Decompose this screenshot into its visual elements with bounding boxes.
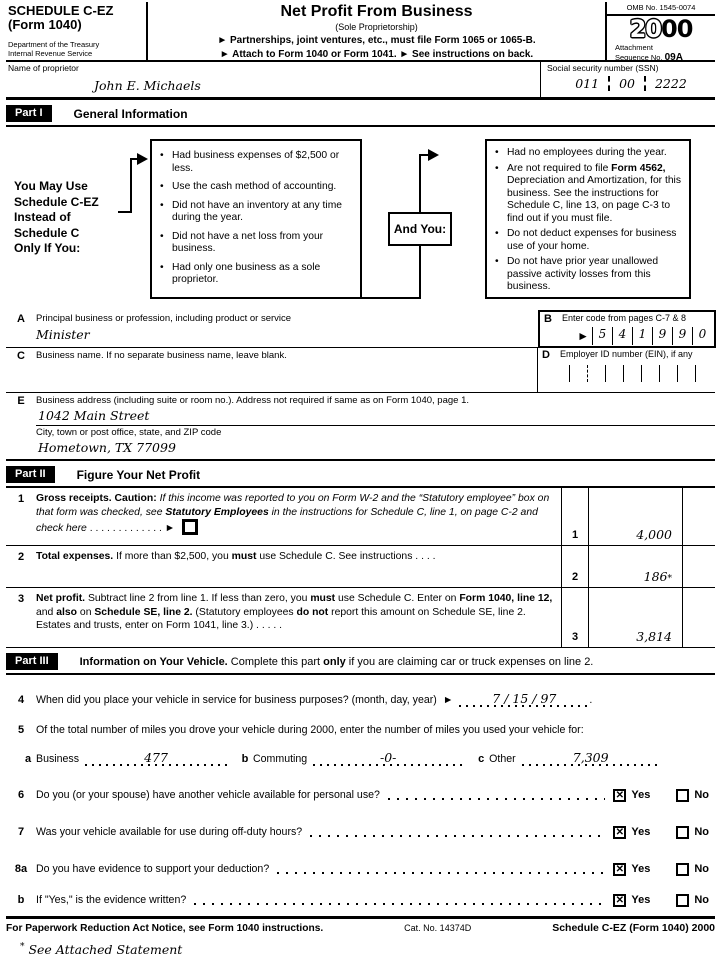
ein-field[interactable] bbox=[540, 365, 713, 382]
right-conditions-box bbox=[485, 139, 691, 299]
line-5c-letter: c bbox=[478, 753, 485, 765]
attached-statement-footnote: * See Attached Statement bbox=[20, 942, 183, 958]
row-e bbox=[6, 393, 715, 425]
right-arrow-icon: ► bbox=[577, 329, 589, 343]
bullet-icon: • bbox=[160, 261, 164, 273]
bullet-icon: • bbox=[495, 228, 499, 240]
ein-digit[interactable] bbox=[677, 365, 695, 382]
part3-title: Information on Your Vehicle. Complete this part only if you are claiming car or truck expenses on line 2. bbox=[79, 655, 594, 668]
line-1-cents-column bbox=[682, 488, 715, 545]
form-id-block bbox=[6, 2, 148, 60]
form-header bbox=[6, 2, 715, 62]
dot-leader bbox=[388, 788, 605, 800]
line-5b-label: Commuting bbox=[253, 753, 308, 765]
bullet-icon: • bbox=[160, 150, 164, 161]
row-c-letter: C bbox=[17, 350, 25, 362]
line-1-row bbox=[6, 488, 715, 546]
proprietor-name-value[interactable]: John E. Michaels bbox=[94, 78, 201, 93]
business-code-field[interactable] bbox=[542, 327, 712, 345]
other-miles-value[interactable]: 7,309 bbox=[522, 750, 660, 766]
line-7-yes-label: Yes bbox=[631, 826, 651, 838]
footnote-marker: * bbox=[20, 942, 25, 952]
part1-badge: Part I bbox=[6, 105, 52, 122]
code-digit[interactable]: 4 bbox=[612, 327, 632, 345]
header-instruction-2: ► Attach to Form 1040 or Form 1041. ► See instructions on back. bbox=[219, 49, 534, 60]
flow-arrow-icon bbox=[137, 153, 148, 165]
line-8a-no-checkbox[interactable] bbox=[676, 863, 689, 876]
ein-digit[interactable] bbox=[695, 365, 713, 382]
line-3-text: Net profit. Subtract line 2 from line 1. If less than zero, you must use Schedule C. Enter on Form 1040, line 12, and also on Schedule SE, line 2. (Statutory employees do not report this amount on Schedule SE, line 2. Estates and trusts, enter on Form 1041, line 3.) . . . . . bbox=[36, 593, 553, 632]
line-5b-letter: b bbox=[241, 753, 249, 765]
condition-item: Do not deduct expenses for business use of your home. bbox=[507, 228, 677, 252]
row-d-label: Employer ID number (EIN), if any bbox=[560, 349, 693, 359]
code-digit[interactable]: 9 bbox=[652, 327, 672, 345]
line-5-mileage-row bbox=[6, 750, 715, 766]
right-arrow-icon: ► bbox=[442, 694, 454, 706]
city-row bbox=[36, 425, 715, 459]
dot-leader bbox=[310, 825, 605, 837]
ein-digit[interactable] bbox=[569, 365, 587, 382]
omb-number: OMB No. 1545-0074 bbox=[607, 2, 715, 16]
bullet-icon: • bbox=[495, 162, 499, 174]
row-a bbox=[6, 311, 538, 347]
catalog-number: Cat. No. 14374D bbox=[404, 923, 472, 933]
dot-leader bbox=[277, 862, 605, 874]
line-2-row bbox=[6, 546, 715, 588]
ein-digit[interactable] bbox=[587, 365, 605, 382]
line-5a-label: Business bbox=[36, 753, 79, 765]
line-7-no-label: No bbox=[694, 826, 709, 838]
row-c bbox=[6, 348, 537, 392]
line-6-row bbox=[6, 788, 715, 803]
line-3-cents-column bbox=[682, 588, 715, 647]
part2-badge: Part II bbox=[6, 466, 55, 483]
line-8a-yes-label: Yes bbox=[631, 863, 651, 875]
row-b-letter: B bbox=[544, 313, 552, 325]
form-subtitle: (Sole Proprietorship) bbox=[335, 22, 418, 32]
condition-item: Did not have a net loss from your business. bbox=[172, 230, 324, 255]
line-6-yes-label: Yes bbox=[631, 789, 651, 801]
business-address-value[interactable]: 1042 Main Street bbox=[38, 408, 150, 423]
line-2-text: Total expenses. If more than $2,500, you must use Schedule C. See instructions . . . . bbox=[36, 551, 436, 562]
condition-item: Are not required to file Form 4562, Depreciation and Amortization, for this business. See the instructions for Schedule C, line 13, on page C-3 to find out if you must file. bbox=[507, 162, 681, 224]
ein-digit[interactable] bbox=[641, 365, 659, 382]
total-expenses-amount[interactable]: 186 * bbox=[588, 546, 682, 587]
ssn-separator bbox=[644, 76, 646, 91]
line-6-no-label: No bbox=[694, 789, 709, 801]
line-5a-letter: a bbox=[24, 753, 32, 765]
line-6-number: 6 bbox=[17, 789, 25, 801]
bullet-icon: • bbox=[160, 230, 164, 242]
form-title-block bbox=[148, 2, 605, 60]
principal-business-value[interactable]: Minister bbox=[36, 327, 90, 342]
omb-year-block bbox=[605, 2, 715, 64]
part2-title: Figure Your Net Profit bbox=[76, 467, 201, 482]
bullet-icon: • bbox=[495, 147, 499, 158]
line-5-number: 5 bbox=[17, 724, 25, 736]
city-label: City, town or post office, state, and ZIP code bbox=[36, 427, 222, 438]
header-instruction-1: ► Partnerships, joint ventures, etc., must file Form 1065 or 1065-B. bbox=[217, 35, 536, 46]
left-conditions-box bbox=[150, 139, 362, 299]
line-8b-number: b bbox=[17, 894, 25, 906]
form-name: (Form 1040) bbox=[8, 16, 82, 32]
form-title: Net Profit From Business bbox=[280, 3, 473, 20]
line-1-text: Gross receipts. Caution: If this income was reported to you on Form W-2 and the “Statutory employee” box on that form was checked, see Statutory Employees in the instructions for Schedule C, line 1, on page C-2 and check here . . . . . . . . . . . . . ► bbox=[36, 493, 550, 535]
right-arrow-icon: ► bbox=[164, 523, 176, 535]
row-a-letter: A bbox=[17, 313, 25, 325]
row-d-ein-box bbox=[537, 348, 715, 392]
proprietor-name-field[interactable] bbox=[6, 62, 540, 97]
form-identifier: Schedule C-EZ (Form 1040) 2000 bbox=[552, 922, 715, 934]
line-8a-yes-checkbox[interactable]: ✕ bbox=[613, 863, 626, 876]
condition-item: Had business expenses of $2,500 or less. bbox=[172, 150, 340, 174]
ssn-separator bbox=[608, 76, 610, 91]
condition-item: Do not have prior year unallowed passive activity losses from this business. bbox=[507, 256, 659, 293]
city-value[interactable]: Hometown, TX 77099 bbox=[38, 440, 176, 455]
flow-arrow-icon bbox=[428, 149, 439, 161]
line-8b-yes-checkbox[interactable]: ✕ bbox=[613, 894, 626, 907]
part3-header bbox=[6, 653, 715, 675]
commuting-miles-value[interactable]: -0- bbox=[313, 750, 463, 766]
part3-badge: Part III bbox=[6, 653, 58, 670]
row-c-label: Business name. If no separate business name, leave blank. bbox=[36, 350, 287, 361]
part1-title: General Information bbox=[73, 106, 188, 121]
row-b-label: Enter code from pages C-7 & 8 bbox=[562, 313, 687, 323]
part1-header bbox=[6, 105, 715, 127]
condition-item: Had no employees during the year. bbox=[507, 147, 667, 158]
line-4-number: 4 bbox=[17, 694, 25, 706]
form-footer bbox=[6, 916, 715, 934]
line-6-no-checkbox[interactable] bbox=[676, 789, 689, 802]
row-d-letter: D bbox=[542, 349, 550, 361]
line-3-row bbox=[6, 588, 715, 648]
line-5-row bbox=[6, 723, 715, 736]
eligibility-flowchart bbox=[6, 127, 715, 311]
gross-receipts-amount[interactable]: 4,000 bbox=[588, 488, 682, 545]
tax-year: 2000 bbox=[629, 15, 693, 43]
line-4-row: 4 When did you place your vehicle in service for business purposes? (month, day, year) ► 7 / 15 / 97 . bbox=[6, 691, 715, 707]
line-8a-no-label: No bbox=[694, 863, 709, 875]
line-6-question: Do you (or your spouse) have another vehicle available for personal use? bbox=[36, 789, 380, 801]
proprietor-row bbox=[6, 62, 715, 100]
row-a-label: Principal business or profession, including product or service bbox=[36, 313, 292, 324]
vehicle-service-date[interactable]: 7 / 15 / 97 bbox=[459, 691, 589, 707]
line-5c-label: Other bbox=[489, 753, 516, 765]
code-digit[interactable]: 0 bbox=[692, 327, 712, 345]
ssn-label: Social security number (SSN) bbox=[547, 63, 659, 73]
line-7-yes-checkbox[interactable]: ✕ bbox=[613, 826, 626, 839]
line-8b-row bbox=[6, 893, 715, 908]
row-e-label: Business address (including suite or room no.). Address not required if same as on Form 1040, page 1. bbox=[36, 395, 470, 406]
ein-digit[interactable] bbox=[551, 365, 569, 382]
line-1-number: 1 bbox=[17, 493, 25, 505]
bullet-icon: • bbox=[160, 181, 164, 193]
condition-item: Did not have an inventory at any time during the year. bbox=[172, 199, 342, 224]
line-8a-row bbox=[6, 862, 715, 877]
attachment-sequence: Attachment Sequence No. 09A bbox=[615, 43, 683, 64]
line-5-text: Of the total number of miles you drove your vehicle during 2000, enter the number of miles you used your vehicle for: bbox=[36, 724, 584, 736]
line-1-box-number: 1 bbox=[561, 488, 588, 545]
business-miles-value[interactable]: 477 bbox=[85, 750, 227, 766]
and-you-box: And You: bbox=[388, 212, 452, 246]
ein-digit[interactable] bbox=[659, 365, 677, 382]
bullet-icon: • bbox=[495, 256, 499, 268]
condition-item: Had only one business as a sole proprietor. bbox=[172, 261, 321, 286]
line-7-row bbox=[6, 825, 715, 840]
ein-digit[interactable] bbox=[605, 365, 623, 382]
line-7-question: Was your vehicle available for use during off-duty hours? bbox=[36, 826, 303, 838]
row-e-letter: E bbox=[17, 395, 25, 407]
part2-header bbox=[6, 466, 715, 488]
line-3-box-number: 3 bbox=[561, 588, 588, 647]
ssn-value[interactable]: 011 00 2222 bbox=[575, 76, 687, 91]
line-7-no-checkbox[interactable] bbox=[676, 826, 689, 839]
line-8a-number: 8a bbox=[14, 863, 28, 875]
line-2-number: 2 bbox=[17, 551, 25, 563]
ein-digit[interactable] bbox=[623, 365, 641, 382]
code-digit[interactable]: 9 bbox=[672, 327, 692, 345]
condition-item: Use the cash method of accounting. bbox=[172, 181, 337, 193]
line-8b-no-checkbox[interactable] bbox=[676, 894, 689, 907]
line-8b-question: If "Yes," is the evidence written? bbox=[36, 894, 187, 906]
line-6-yes-checkbox[interactable]: ✕ bbox=[613, 789, 626, 802]
dot-leader bbox=[194, 893, 605, 905]
line-8b-no-label: No bbox=[694, 894, 709, 906]
code-digit[interactable]: 5 bbox=[592, 327, 612, 345]
ssn-field[interactable] bbox=[540, 62, 715, 97]
paperwork-notice: For Paperwork Reduction Act Notice, see Form 1040 instructions. bbox=[6, 923, 324, 934]
footnote-marker: * bbox=[667, 574, 672, 584]
line-8b-yes-label: Yes bbox=[631, 894, 651, 906]
line-7-number: 7 bbox=[17, 826, 25, 838]
line-3-number: 3 bbox=[17, 593, 25, 605]
row-b-code-box bbox=[538, 310, 716, 348]
line-8a-question: Do you have evidence to support your deduction? bbox=[36, 863, 270, 875]
flow-line bbox=[130, 158, 132, 213]
line-2-cents-column bbox=[682, 546, 715, 587]
line-2-box-number: 2 bbox=[561, 546, 588, 587]
line-4-text: When did you place your vehicle in service for business purposes? (month, day, year) bbox=[36, 694, 437, 706]
agency-name: Department of the Treasury Internal Revenue Service bbox=[8, 40, 100, 59]
proprietor-name-label: Name of proprietor bbox=[8, 63, 79, 73]
business-info-section bbox=[6, 311, 715, 461]
net-profit-amount[interactable]: 3,814 bbox=[588, 588, 682, 647]
may-use-label: You May Use Schedule C-EZ Instead of Schedule C Only If You: bbox=[14, 179, 99, 256]
flow-line bbox=[362, 297, 421, 299]
statutory-employee-checkbox[interactable] bbox=[182, 519, 198, 535]
code-digit[interactable]: 1 bbox=[632, 327, 652, 345]
schedule-name: SCHEDULE C-EZ bbox=[8, 3, 114, 18]
bullet-icon: • bbox=[160, 199, 164, 211]
